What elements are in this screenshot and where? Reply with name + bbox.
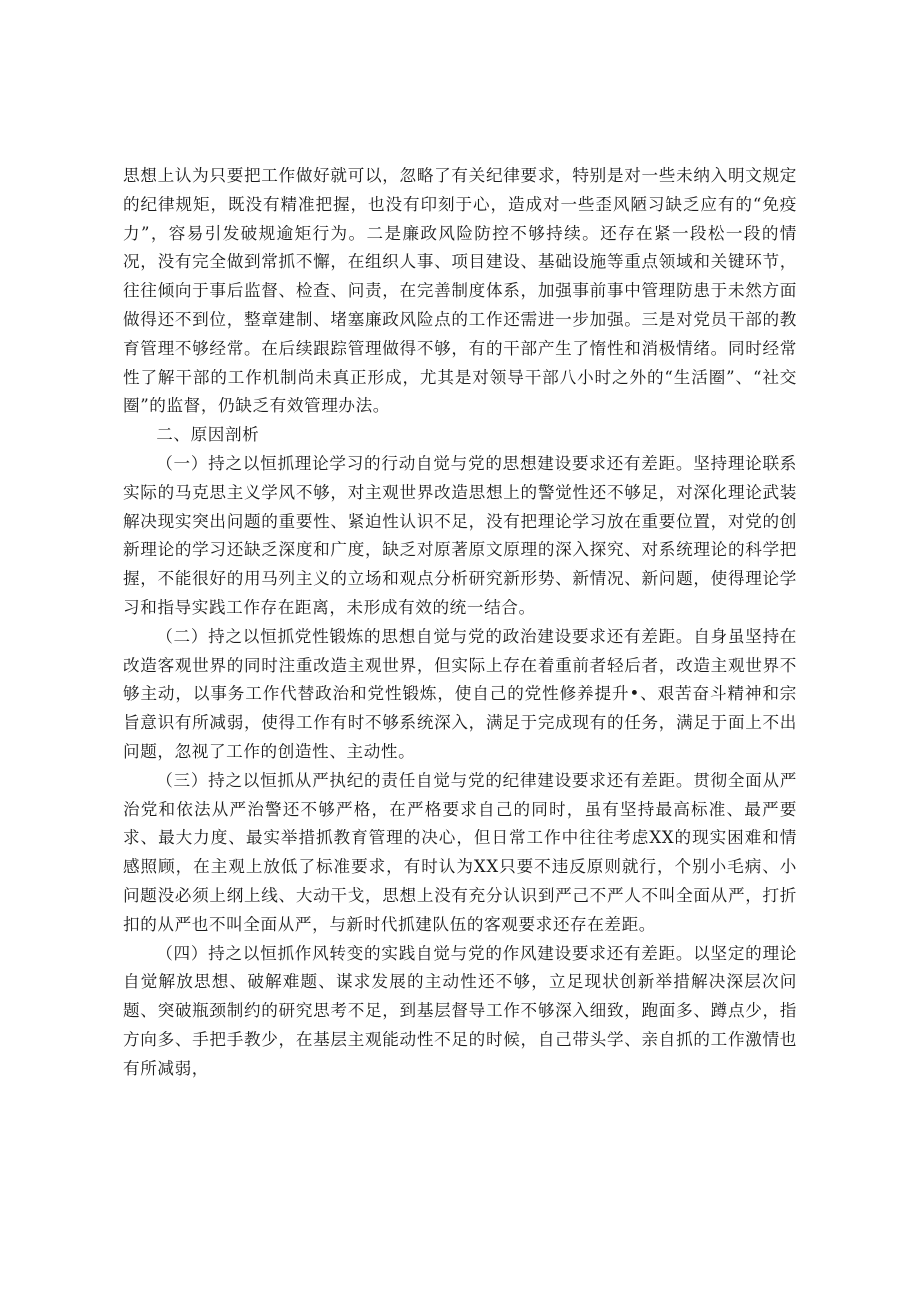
paragraph-item-3: （三）持之以恒抓从严执纪的责任自觉与党的纪律建设要求还有差距。贯彻全面从严治党和依法从严治警还不够严格，在严格要求自己的同时，虽有坚持最高标准、最严要求、最大力度、最实举措抓教育管理的决心，但日常工作中往往考虑XX的现实困难和情感照顾，在主观上放低了标准要求，有时认为XX只要不违反原则就行，个别小毛病、小问题没必须上纲上线、大动干戈，思想上没有充分认识到严己不严人不叫全面从严，打折扣的从严也不叫全面从严，与新时代抓建队伍的客观要求还存在差距。 (123, 770, 797, 934)
section-heading-cause-analysis: 二、原因剖析 (156, 425, 260, 445)
document-body (123, 162, 797, 1084)
paragraph-item-1: （一）持之以恒抓理论学习的行动自觉与党的思想建设要求还有差距。坚持理论联系实际的马克思主义学风不够，对主观世界改造思想上的警觉性还不够足，对深化理论武装解决现实突出问题的重要性、紧迫性认识不足，没有把理论学习放在重要位置，对党的创新理论的学习还缺乏深度和广度，缺乏对原著原文原理的深入探究、对系统理论的科学把握，不能很好的用马列主义的立场和观点分析研究新形势、新情况、新问题，使得理论学习和指导实践工作存在距离，未形成有效的统一结合。 (123, 453, 797, 617)
paragraph-item-4: （四）持之以恒抓作风转变的实践自觉与党的作风建设要求还有差距。以坚定的理论自觉解放思想、破解难题、谋求发展的主动性还不够，立足现状创新举措解决深层次问题、突破瓶颈制约的研究思考不足，到基层督导工作不够深入细致，跑面多、蹲点少，指方向多、手把手教少，在基层主观能动性不足的时候，自己带头学、亲自抓的工作激情也有所减弱， (123, 943, 797, 1078)
paragraph-item-2: （二）持之以恒抓党性锻炼的思想自觉与党的政治建设要求还有差距。自身虽坚持在改造客观世界的同时注重改造主观世界，但实际上存在着重前者轻后者，改造主观世界不够主动，以事务工作代替政治和党性锻炼，使自己的党性修养提升•、艰苦奋斗精神和宗旨意识有所减弱，使得工作有时不够系统深入，满足于完成现有的任务，满足于面上不出问题，忽视了工作的创造性、主动性。 (123, 626, 797, 761)
paragraph-continuation: 思想上认为只要把工作做好就可以，忽略了有关纪律要求，特别是对一些未纳入明文规定的纪律规矩，既没有精准把握，也没有印刻于心，造成对一些歪风陋习缺乏应有的“免疫力”，容易引发破规逾矩行为。二是廉政风险防控不够持续。还存在紧一段松一段的情况，没有完全做到常抓不懈，在组织人事、项目建设、基础设施等重点领域和关键环节，往往倾向于事后监督、检查、问责，在完善制度体系，加强事前事中管理防患于未然方面做得还不到位，整章建制、堵塞廉政风险点的工作还需进一步加强。三是对党员干部的教育管理不够经常。在后续跟踪管理做得不够，有的干部产生了惰性和消极情绪。同时经常性了解干部的工作机制尚未真正形成，尤其是对领导干部八小时之外的“生活圈”、“社交圈”的监督，仍缺乏有效管理办法。 (123, 166, 797, 416)
